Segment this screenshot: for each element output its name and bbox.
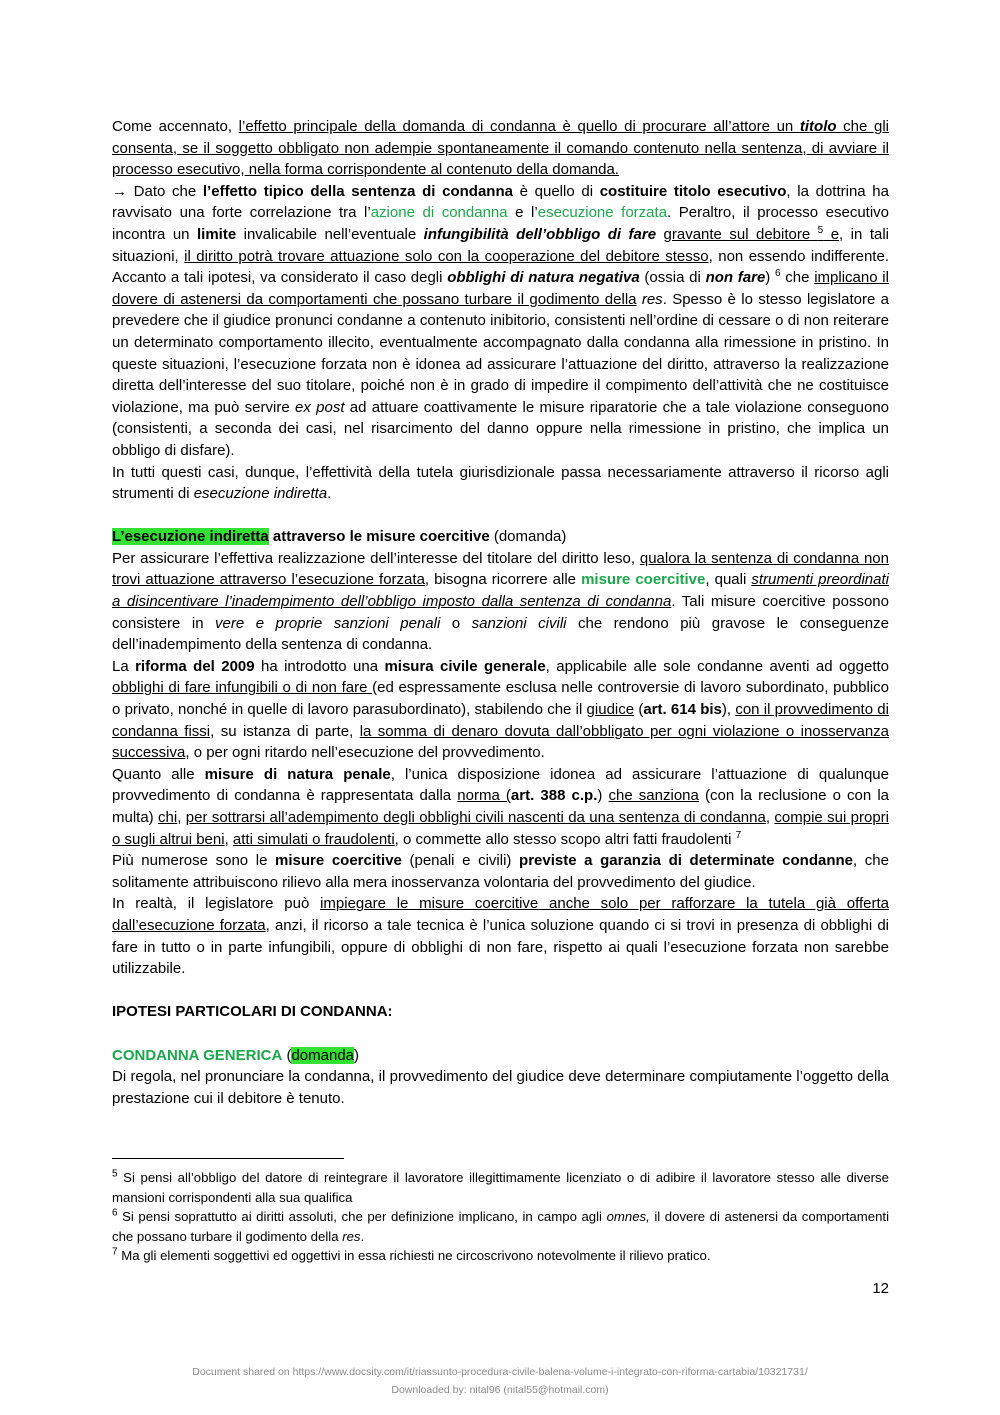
green-term-azione: azione di condanna — [370, 204, 508, 222]
highlighted-domanda: domanda — [291, 1046, 355, 1064]
footnote-6: $^6$ Si pensi soprattutto ai diritti assoluti, che per definizione implicano, in campo agli omnes, il dovere di astenersi da comportamenti che possano turbare il godimento della res. — [112, 1207, 890, 1244]
paragraph-riforma-2009: La riforma del 2009 ha introdotto una misura civile generale, applicabile alle sole condanne aventi ad oggetto obblighi di fare infungibili o di non fare (ed espressamente esclusa nelle controversie di lavoro subordinato, pubblico o privato, nonché in quelle di lavoro parasubordinato), stabilendo che il giudice (art. 614 bis), con il provvedimento di condanna fissi, su istanza di parte, la somma di denaro dovuta dall’obbligato per ogni violazione o inosservanza successiva, o per ogni ritardo nell’esecuzione del provvedimento. — [112, 657, 890, 762]
arrow-icon: → — [112, 182, 127, 200]
footnote-separator — [112, 1158, 344, 1159]
page-number: 12 — [872, 1280, 889, 1297]
section-heading-esecuzione-indiretta: L’esecuzione indiretta attraverso le misure coercitive (domanda) — [112, 528, 567, 546]
paragraph-misure-penali: Quanto alle misure di natura penale, l’unica disposizione idonea ad assicurare l’attuazione di qualunque provvedimento di condanna è rappresentata dalla norma (art. 388 c.p.) che sanziona (con la reclusione o con la multa) chi, per sottrarsi all’adempimento degli obblighi civili nascenti da una sentenza di condanna, compie sui propri o sugli altrui beni, atti simulati o fraudolenti, o commette allo stesso scopo altri fatti fraudolenti $^7$ — [112, 765, 890, 848]
paragraph-di-regola: Di regola, nel pronunciare la condanna, il provvedimento del giudice deve determinare compiutamente l’oggetto della prestazione cui il debitore è tenuto. — [112, 1068, 889, 1107]
footnote-ref-6[interactable]: 6 — [775, 268, 781, 280]
highlighted-heading: L’esecuzione indiretta — [112, 528, 269, 546]
paragraph-misure-coercitive: Per assicurare l’effettiva realizzazione dell’interesse del titolare del diritto leso, qualora la sentenza di condanna non trovi attuazione attraverso l’esecuzione forzata, bisogna ricorrere alle misure coercitive, quali strumenti preordinati a disincentivare l’inadempimento dell’obbligo imposto dalla sentenza di condanna. Tali misure coercitive possono consistere in vere e proprie sanzioni penali o sanzioni civili che rendono più gravose le conseguenze dell’inadempimento della sentenza di condanna. — [112, 549, 889, 654]
paragraph-in-realta: In realtà, il legislatore può impiegare le misure coercitive anche solo per rafforzare la tutela già offerta dall’esecuzione forzata, anzi, il ricorso a tale tecnica è l’unica soluzione quando ci si trovi in presenza di obblighi di fare in tutto o in parte infungibili, oppure di obblighi di non fare, rispetto ai quali l’esecuzione forzata non sarebbe utilizzabile. — [112, 895, 890, 978]
footnote-7: $^7$ Ma gli elementi soggettivi ed oggettivi in essa richiesti ne circoscrivono notevolmente il rilievo pratico. — [112, 1246, 711, 1264]
paragraph-conclusion: In tutti questi casi, dunque, l’effettività della tutela giurisdizionale passa necessariamente attraverso il ricorso agli strumenti di esecuzione indiretta. — [112, 463, 889, 503]
footnote-5: $^5$ Si pensi all’obbligo del datore di reintegrare il lavoratore illegittimamente licenziato o di adibire il lavoratore stesso alle diverse mansioni corrispondenti alla sua qualifica — [112, 1168, 889, 1205]
green-term-misure: misure coercitive — [581, 571, 706, 589]
footnote-ref-5[interactable]: 5 — [817, 224, 824, 236]
section-heading-ipotesi: IPOTESI PARTICOLARI DI CONDANNA: — [112, 1003, 393, 1021]
underlined-text: l’effetto principale della domanda di condanna è quello di procurare all’attore un titolo che gli consenta, se il soggetto obbligato non adempie spontaneamente il comando contenuto nella sentenza, di avviare il processo esecutivo, nella forma corrispondente al contenuto della domanda. — [112, 118, 889, 179]
shared-notice[interactable]: Document shared on https://www.docsity.com/it/riassunto-procedura-civile-balena-volume-i-integrato-con-riforma-cartabia/10321731/ — [192, 1366, 808, 1378]
green-term-esecuzione: esecuzione forzata — [537, 204, 668, 222]
downloaded-by: Downloaded by: nital96 (nital55@hotmail.com) — [391, 1384, 609, 1396]
paragraph-correlation: → Dato che l’effetto tipico della sentenza di condanna è quello di costituire titolo esecutivo, la dottrina ha ravvisato una forte correlazione tra l’azione di condanna e l’esecuzione forzata. Peraltro, il processo esecutivo incontra un limite invalicabile nell’eventuale infungibilità dell’obbligo di fare gravante sul debitore $^5$ e, in tali situazioni, il diritto potrà trovare attuazione solo con la cooperazione del debitore stesso, non essendo indifferente. Accanto a tali ipotesi, va considerato il caso degli obblighi di natura negativa (ossia di non fare) $^6$ che implicano il dovere di astenersi da comportamenti che possano turbare il godimento della res. Spesso è lo stesso legislatore a prevedere che il giudice pronunci condanne a contenuto inibitorio, consistenti nell’ordine di cessare o di non reiterare un determinato comportamento illecito, eventualmente accompagnato dalla condanna alla rimessione in pristino. In queste situazioni, l’esecuzione forzata non è idonea ad assicurare l’attuazione del diritto, attraverso la realizzazione diretta dell’interesse del suo titolare, poiché non è in grado di impedire il compimento dell’attività che ne costituisce violazione, ma può servire ex post ad attuare coattivamente le misure riparatorie che a tale violazione conseguono (consistenti, a seconda dei casi, nel risarcimento del danno oppure nella rimessione in pristino, che implica un obbligo di disfare). — [112, 182, 890, 459]
footnotes — [112, 1168, 889, 1266]
footnote-ref-7[interactable]: 7 — [735, 829, 742, 841]
emphasis-titolo: titolo — [799, 118, 837, 135]
paragraph-piu-numerose: Più numerose sono le misure coercitive (penali e civili) previste a garanzia di determinate condanne, che solitamente attribuiscono rilievo alla mera inosservanza volontaria del provvedimento del giudice. — [112, 852, 889, 891]
section-heading-condanna-generica: CONDANNA GENERICA (domanda) — [112, 1046, 360, 1064]
paragraph-intro: Come accennato, l’effetto principale della domanda di condanna è quello di procurare all’attore un titolo che gli consenta, se il soggetto obbligato non adempie spontaneamente il comando contenuto nella sentenza, di avviare il processo esecutivo, nella forma corrispondente al contenuto della domanda. — [112, 118, 889, 179]
document-body — [112, 116, 889, 1109]
